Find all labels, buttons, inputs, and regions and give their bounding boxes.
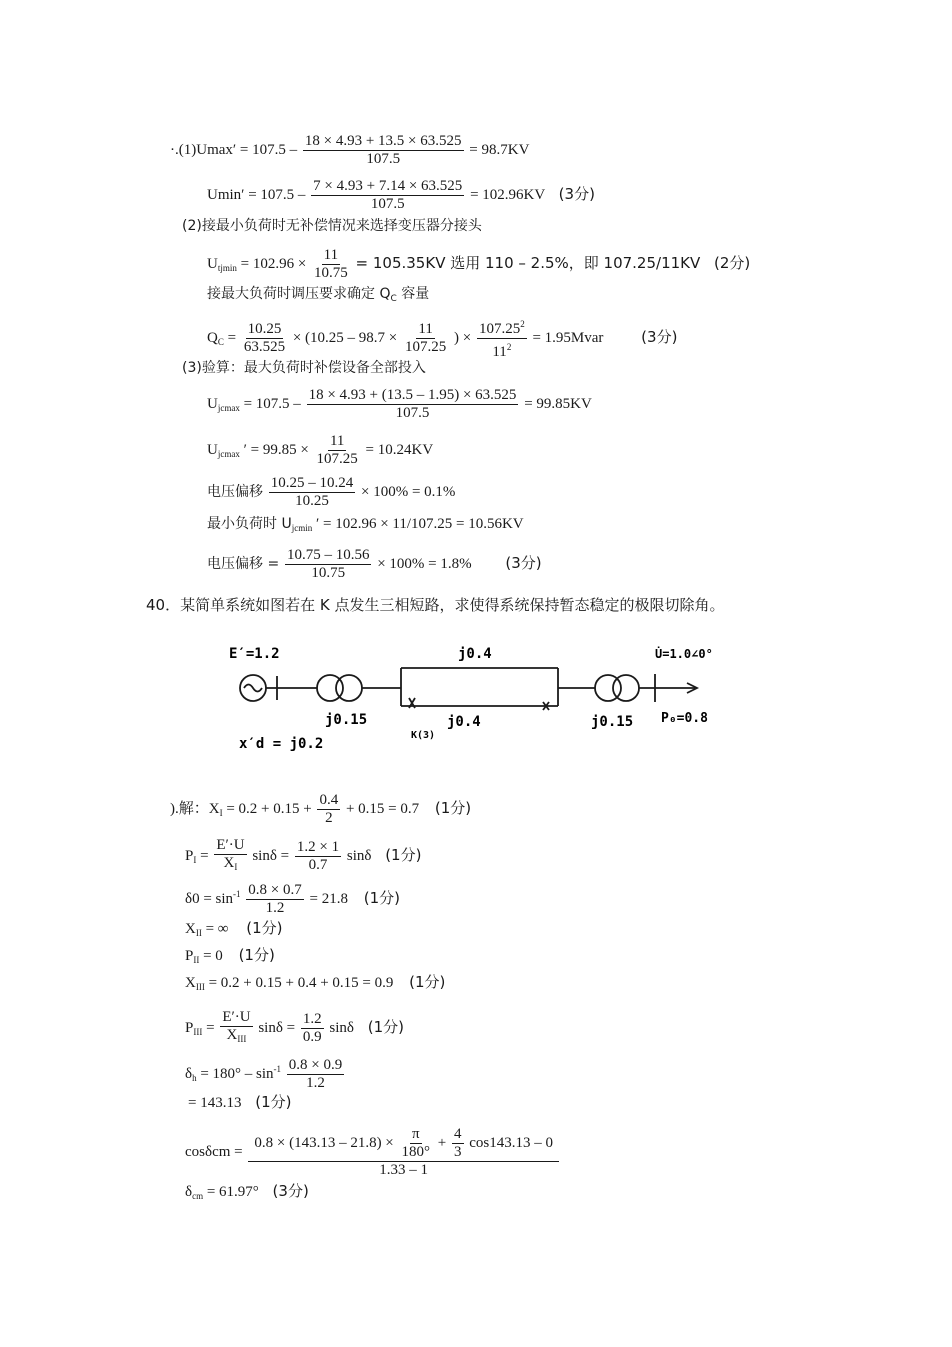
fraction-den <box>225 1027 249 1048</box>
fraction <box>301 1011 324 1046</box>
subscript: tjmin <box>217 262 237 273</box>
eq-result: sinδ <box>329 1019 354 1036</box>
fraction-num: 18 × 4.93 + (13.5 – 1.95) × 63.525 <box>308 387 517 403</box>
big-fraction-den: 1.33 – 1 <box>379 1162 429 1178</box>
superscript: -1 <box>233 888 241 899</box>
fraction-num: 4 <box>454 1126 462 1142</box>
eq-umin-den: 107.5 <box>370 196 405 212</box>
eq-umax-num: 18 × 4.93 + 13.5 × 63.525 <box>304 133 462 149</box>
fraction-num: E′·U <box>216 837 245 853</box>
step2-heading: (2)接最小负荷时无补偿情况来选择变压器分接头 <box>182 218 482 234</box>
eq-qc-close: ) × <box>454 329 472 346</box>
question-40: 40．某简单系统如图若在 K 点发生三相短路，求使得系统保持暂态稳定的极限切除角。 <box>146 596 725 614</box>
symbol-u: U <box>207 255 218 272</box>
step3-heading: (3)验算：最大负荷时补偿设备全部投入 <box>182 360 426 376</box>
score: (1分) <box>367 1017 404 1036</box>
symbol-delta: δ <box>185 1065 193 1082</box>
subscript: III <box>195 982 205 992</box>
fraction-num: π <box>411 1126 420 1142</box>
p0-label: P₀=0.8 <box>661 711 708 726</box>
eq-result: = 21.8 <box>309 890 348 907</box>
sol-xi <box>170 792 471 827</box>
symbol-x: X <box>185 975 196 991</box>
eq-umax-fraction <box>303 133 464 168</box>
fraction-den <box>222 855 240 876</box>
eq-result: sinδ <box>346 847 372 864</box>
sol-lead: ).解：X <box>170 800 220 817</box>
sol-delta0 <box>185 882 400 917</box>
symbol-u: U <box>207 395 218 412</box>
subscript: III <box>193 1026 203 1037</box>
eq-result: ′ = 102.96 × 11/107.25 = 10.56KV <box>315 516 524 532</box>
eq-umin-num: 7 × 4.93 + 7.14 × 63.525 <box>313 178 463 194</box>
circuit-diagram <box>225 638 725 758</box>
score: (1分) <box>255 1093 292 1111</box>
fraction-den: 3 <box>454 1144 462 1160</box>
big-fraction-num <box>248 1126 559 1162</box>
fraction-den-base: X <box>226 1027 238 1043</box>
num-part-a: 0.8 × (143.13 – 21.8) × <box>254 1134 394 1151</box>
fraction-num: 1.2 × 1 <box>296 839 340 855</box>
fraction-num: 0.8 × 0.9 <box>288 1057 343 1073</box>
fraction-num: 11 <box>418 321 433 337</box>
eq-umax-result: = 98.7KV <box>469 141 530 158</box>
superscript: 2 <box>506 342 512 352</box>
fraction-den: 107.5 <box>395 405 430 421</box>
symbol-p: P <box>185 1019 194 1036</box>
fraction-den: 0.9 <box>302 1029 322 1045</box>
sol-xiii <box>185 972 445 997</box>
big-fraction <box>248 1126 559 1179</box>
equals: = <box>227 329 237 346</box>
eq-qc-mid: × (10.25 – 98.7 × <box>292 329 398 346</box>
fraction <box>295 839 341 874</box>
eq-ujcmax-result: = 99.85KV <box>524 395 592 412</box>
sol-xii <box>185 918 283 943</box>
score: (3分) <box>558 184 595 203</box>
sol-piii <box>185 1009 404 1048</box>
fraction-den: 10.75 <box>311 565 346 581</box>
eq-umin-fraction <box>311 178 464 213</box>
sol-deltah-value <box>188 1092 291 1113</box>
eq-utjmin-result: = 105.35KV 选用 110 – 2.5%，即 107.25/11KV <box>355 253 701 272</box>
eq-utjmin <box>207 247 750 282</box>
symbol-u: U <box>207 441 218 458</box>
fraction <box>307 387 519 422</box>
fraction <box>403 321 448 356</box>
subscript: jcmin <box>291 523 313 533</box>
plus: + <box>437 1134 447 1151</box>
sol-dcm <box>185 1181 309 1206</box>
score: (3分) <box>505 553 542 572</box>
fraction <box>287 1057 344 1092</box>
num-part-b: cos143.13 – 0 <box>469 1134 553 1151</box>
subscript: C <box>390 294 397 304</box>
eq-result: + 0.15 = 0.7 <box>345 800 420 817</box>
fraction-den-base: 11 <box>492 344 507 360</box>
xd-label: x′d = j0.2 <box>239 736 324 752</box>
t2-label: j0.15 <box>591 714 634 730</box>
fraction <box>477 316 527 361</box>
sol-pii <box>185 945 275 970</box>
fraction-num: 0.8 × 0.7 <box>248 882 302 898</box>
sol-pi <box>185 837 421 876</box>
sol-cos-dcm <box>185 1126 561 1179</box>
subscript: jcmax <box>217 402 240 413</box>
fraction <box>242 321 287 356</box>
symbol-p: P <box>185 847 194 864</box>
eq-lead: δ0 = sin <box>185 890 234 907</box>
eq-result: = 0 <box>203 948 223 964</box>
fraction <box>246 882 303 917</box>
eq-lead: cosδcm = <box>185 1143 243 1160</box>
fraction-num-base: 107.25 <box>478 321 521 337</box>
fraction-den: 10.75 <box>314 265 348 281</box>
symbol-delta: δ <box>185 1184 193 1200</box>
eq-result: = 10.24KV <box>365 441 434 458</box>
eq-qc <box>207 316 677 361</box>
fraction-num: 11 <box>329 433 345 449</box>
eq-ujcmin <box>207 514 524 538</box>
score: (2分) <box>714 253 751 272</box>
label-voltage-offset: 电压偏移 = <box>207 555 280 572</box>
eq-voltage-offset-1 <box>207 475 455 510</box>
k-label: K(3) <box>411 730 436 741</box>
eq-result: = ∞ <box>205 921 229 937</box>
subscript: III <box>237 1034 247 1044</box>
transformer-1-coil-b <box>336 675 362 701</box>
sol-deltah <box>185 1057 346 1092</box>
eq-result: × 100% = 0.1% <box>361 483 456 500</box>
score: (1分) <box>246 919 283 937</box>
qc-heading <box>207 284 429 309</box>
eq-result: × 100% = 1.8% <box>377 555 472 572</box>
subscript: jcmax <box>217 448 240 459</box>
eq-qc-result: = 1.95Mvar <box>532 329 604 346</box>
fraction-den: 107.25 <box>405 339 447 355</box>
label-voltage-offset: 电压偏移 <box>207 483 263 500</box>
equals: = <box>206 1019 215 1036</box>
fraction-num <box>477 316 527 339</box>
eq-utjmin-lead: = 102.96 × <box>240 255 307 272</box>
fraction-num: 11 <box>323 247 339 263</box>
fraction-num: 1.2 <box>302 1011 322 1027</box>
symbol-x: X <box>185 921 196 937</box>
subscript: II <box>195 928 202 938</box>
line-bottom-label: j0.4 <box>447 714 481 730</box>
eq-ujcmax-prime <box>207 433 433 468</box>
score: (3分) <box>272 1182 309 1200</box>
superscript: 2 <box>520 319 525 329</box>
subscript: II <box>193 955 200 965</box>
eq-ujcmax-lead: = 107.5 – <box>243 395 301 412</box>
eq-umin-result: = 102.96KV <box>470 186 545 203</box>
fraction-den: 10.25 <box>295 493 329 509</box>
equals: = <box>200 847 209 864</box>
fraction <box>317 792 340 827</box>
score: (1分) <box>238 946 275 964</box>
eq-lead: = 0.2 + 0.15 + <box>226 800 312 817</box>
fraction <box>315 433 360 468</box>
fraction-num: 10.25 <box>247 321 282 337</box>
line-top-label: j0.4 <box>458 646 492 662</box>
fraction-num: E′·U <box>222 1009 251 1025</box>
score: (1分) <box>409 973 446 991</box>
fraction <box>220 1009 252 1048</box>
fraction-den: 63.525 <box>243 339 286 355</box>
u-label: U̇=1.0∠0° <box>655 647 713 661</box>
eq-ujcmax <box>207 387 592 422</box>
qc-heading-text: 接最大负荷时调压要求确定 Q <box>207 286 391 302</box>
eq-umax <box>170 133 529 168</box>
fraction-den: 1.2 <box>265 900 285 916</box>
fraction-den: 1.2 <box>306 1075 325 1091</box>
score: (1分) <box>385 845 422 864</box>
fraction <box>400 1126 433 1161</box>
symbol-q: Q <box>207 329 218 346</box>
eq-result: = 61.97° <box>206 1184 259 1200</box>
fraction-den: 180° <box>401 1144 431 1160</box>
eq-umax-lead: ·.(1)Umax′ = 107.5 – <box>170 141 298 158</box>
subscript: cm <box>192 1191 204 1201</box>
eq-result: = 0.2 + 0.15 + 0.4 + 0.15 = 0.9 <box>208 975 394 991</box>
eq-lead: ′ = 99.85 × <box>243 441 309 458</box>
score: (1分) <box>434 798 472 817</box>
fraction <box>269 475 356 510</box>
superscript: -1 <box>273 1063 282 1074</box>
eq-voltage-offset-2 <box>207 547 542 582</box>
qc-heading-tail: 容量 <box>401 286 430 302</box>
fraction-den: 2 <box>325 810 333 826</box>
score: (1分) <box>363 888 400 907</box>
eq-mid: sinδ = <box>252 847 290 864</box>
fraction <box>214 837 246 876</box>
eq-mid: sinδ = <box>258 1019 296 1036</box>
fraction <box>452 1126 464 1161</box>
eq-lead: = 180° – sin <box>200 1065 274 1082</box>
score: (3分) <box>641 327 678 346</box>
subscript: I <box>234 862 238 872</box>
subscript: h <box>192 1072 197 1083</box>
e-prime-label: E′=1.2 <box>229 646 280 662</box>
subscript: I <box>193 854 197 865</box>
fraction-num: 10.75 – 10.56 <box>286 547 370 563</box>
fraction-den: 0.7 <box>308 857 328 873</box>
generator-wave <box>244 685 262 692</box>
t1-label: j0.15 <box>325 712 368 728</box>
fraction-den: 107.25 <box>316 451 358 467</box>
eq-utjmin-fraction <box>312 247 350 282</box>
transformer-2-coil-b <box>613 675 639 701</box>
fraction-den <box>490 339 513 361</box>
label-min-load: 最小负荷时 U <box>207 516 292 532</box>
eq-umin <box>207 178 595 213</box>
eq-umin-lead: Umin′ = 107.5 – <box>207 186 306 203</box>
eq-result: = 143.13 <box>188 1095 242 1111</box>
fraction-num: 10.25 – 10.24 <box>270 475 354 491</box>
subscript: I <box>219 807 223 818</box>
symbol-p: P <box>185 948 194 964</box>
subscript: C <box>217 336 224 347</box>
fraction <box>285 547 372 582</box>
fraction-den-base: X <box>223 855 235 871</box>
eq-umax-den: 107.5 <box>366 151 401 167</box>
fraction-num: 0.4 <box>319 792 339 808</box>
